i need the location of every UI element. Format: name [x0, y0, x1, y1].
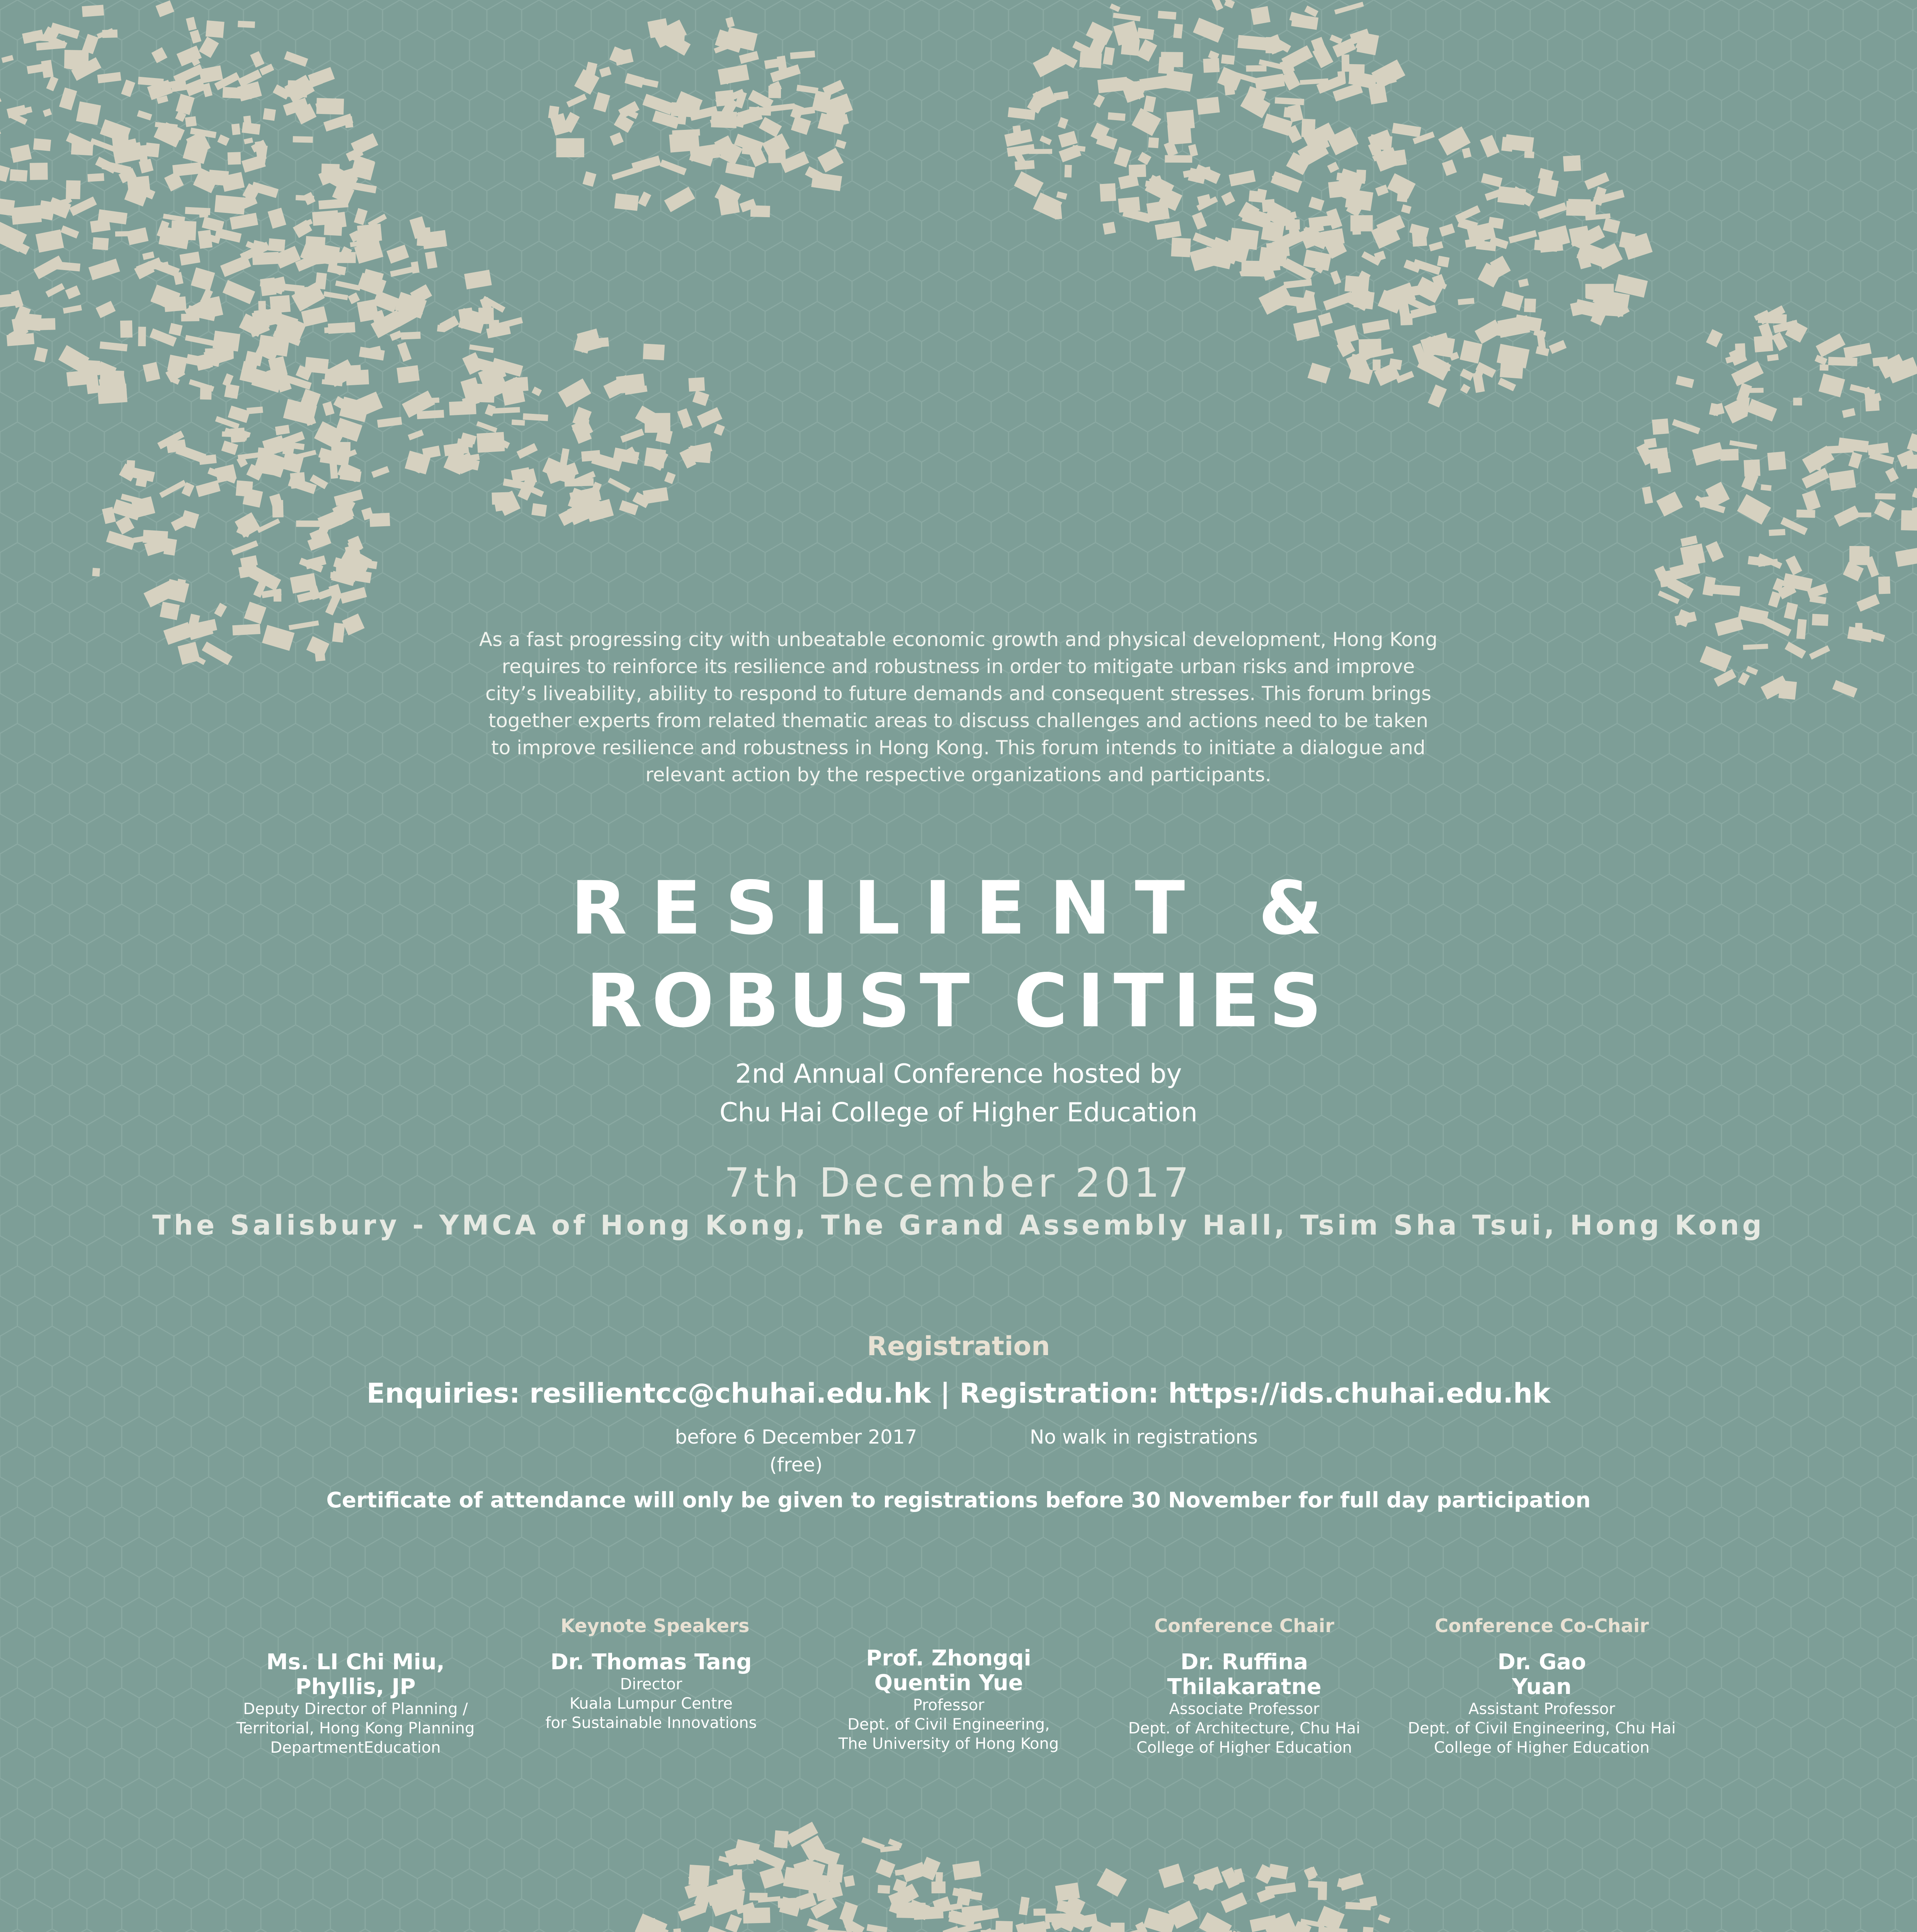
- map-building: [252, 252, 279, 265]
- map-building: [1345, 1902, 1371, 1910]
- map-building: [1566, 201, 1596, 216]
- map-building: [1118, 197, 1140, 213]
- speaker-affiliation: The University of Hong Kong: [838, 1735, 1059, 1753]
- map-building: [293, 136, 313, 143]
- conference-cochair-heading: Conference Co-Chair: [1435, 1615, 1649, 1637]
- map-building: [1251, 6, 1271, 25]
- map-building: [643, 344, 665, 360]
- speaker-title: Director: [620, 1675, 682, 1693]
- map-building: [1318, 1884, 1327, 1900]
- map-building: [242, 122, 261, 135]
- event-venue: The Salisbury - YMCA of Hong Kong, The Grand Assembly Hall, Tsim Sha Tsui, Hong Kong: [152, 1209, 1765, 1241]
- map-building: [92, 568, 100, 577]
- subtitle-line-1: 2nd Annual Conference hosted by: [735, 1059, 1182, 1089]
- map-building: [1720, 449, 1739, 461]
- map-building: [1171, 238, 1191, 257]
- map-building: [66, 180, 80, 199]
- walk-in-note: No walk in registrations: [1029, 1426, 1258, 1448]
- map-building: [1165, 155, 1192, 163]
- map-building: [1368, 82, 1387, 104]
- map-building: [171, 220, 196, 240]
- map-building: [1360, 193, 1371, 204]
- speaker-affiliation: Dept. of Architecture, Chu Hai: [1128, 1719, 1361, 1737]
- map-building: [1197, 97, 1220, 114]
- map-building: [1356, 170, 1366, 181]
- map-building: [332, 622, 345, 643]
- map-building: [115, 231, 144, 236]
- map-building: [224, 384, 239, 399]
- map-building: [736, 1852, 754, 1866]
- map-building: [1652, 418, 1669, 435]
- map-building: [1261, 221, 1284, 243]
- title-line-2: ROBUST CITIES: [586, 958, 1331, 1044]
- map-building: [1659, 570, 1674, 587]
- map-building: [1289, 226, 1298, 239]
- map-building: [330, 462, 338, 479]
- map-building: [645, 413, 670, 433]
- map-building: [263, 108, 276, 121]
- map-building: [492, 492, 510, 505]
- map-building: [66, 53, 86, 71]
- speaker-affiliation: Kuala Lumpur Centre: [570, 1695, 733, 1713]
- map-building: [844, 1875, 855, 1887]
- map-building: [87, 173, 104, 182]
- map-building: [11, 205, 42, 225]
- map-building: [1354, 290, 1375, 310]
- map-building: [437, 325, 445, 332]
- map-building: [931, 1881, 946, 1893]
- map-building: [1524, 298, 1536, 312]
- map-building: [1203, 58, 1220, 73]
- map-building: [85, 373, 100, 394]
- speaker-card: [1407, 1650, 1677, 1757]
- map-building: [1796, 619, 1807, 639]
- map-building: [1500, 360, 1524, 379]
- map-building: [1569, 226, 1590, 247]
- map-building: [672, 129, 700, 137]
- map-building: [647, 18, 669, 38]
- map-building: [1352, 223, 1361, 235]
- map-building: [1065, 165, 1072, 177]
- map-building: [1829, 470, 1856, 491]
- map-building: [1769, 529, 1785, 536]
- map-building: [1103, 222, 1116, 235]
- map-building: [1121, 38, 1140, 56]
- map-building: [170, 79, 187, 92]
- map-building: [1167, 124, 1192, 145]
- map-building: [718, 192, 740, 215]
- map-building: [1246, 65, 1267, 72]
- map-building: [356, 238, 379, 253]
- map-building: [1778, 680, 1797, 700]
- map-building: [1400, 313, 1413, 325]
- map-building: [1539, 234, 1563, 253]
- map-building: [936, 1872, 943, 1883]
- map-building: [1437, 256, 1449, 267]
- map-building: [1849, 546, 1869, 565]
- keynote-speakers-heading: Keynote Speakers: [560, 1615, 750, 1637]
- map-building: [185, 116, 197, 127]
- map-building: [556, 138, 584, 158]
- map-building: [995, 1921, 1013, 1932]
- map-building: [614, 193, 639, 211]
- speaker-card: [813, 1646, 1084, 1753]
- map-building: [324, 327, 336, 333]
- map-building: [1754, 335, 1773, 352]
- map-building: [274, 589, 281, 602]
- speaker-name: Ms. LI Chi Miu,: [266, 1650, 445, 1675]
- map-building: [92, 237, 109, 250]
- map-building: [337, 252, 356, 263]
- map-building: [1875, 493, 1895, 500]
- map-building: [346, 370, 369, 386]
- title-line-1: RESILIENT &: [570, 866, 1347, 951]
- speaker-affiliation: Territorial, Hong Kong Planning: [236, 1719, 475, 1737]
- map-building: [1735, 343, 1746, 359]
- map-building: [369, 513, 390, 527]
- speaker-name: Quentin Yue: [874, 1670, 1023, 1696]
- speaker-name: Yuan: [1512, 1674, 1572, 1699]
- map-building: [167, 355, 187, 374]
- map-building: [1173, 24, 1183, 38]
- map-building: [1873, 357, 1889, 367]
- map-building: [1812, 614, 1829, 626]
- speaker-affiliation: DepartmentEducation: [270, 1739, 441, 1757]
- map-building: [1230, 228, 1259, 250]
- map-building: [228, 152, 241, 165]
- speaker-affiliation: College of Higher Education: [1434, 1739, 1650, 1757]
- map-building: [1793, 398, 1802, 405]
- map-building: [1767, 451, 1786, 471]
- registration-deadline: before 6 December 2017: [675, 1426, 917, 1448]
- map-building: [314, 641, 325, 662]
- map-building: [768, 86, 781, 98]
- map-building: [206, 20, 225, 38]
- speaker-name: Dr. Thomas Tang: [550, 1650, 752, 1675]
- speaker-name: Prof. Zhongqi: [866, 1646, 1031, 1671]
- map-building: [1161, 52, 1183, 67]
- map-building: [948, 1912, 958, 1919]
- speaker-card: [220, 1650, 491, 1757]
- map-building: [1262, 199, 1275, 212]
- speaker-title: Associate Professor: [1169, 1700, 1320, 1718]
- map-building: [1266, 241, 1290, 258]
- map-building: [774, 1830, 789, 1848]
- map-building: [82, 5, 104, 17]
- speaker-affiliation: Dept. of Civil Engineering, Chu Hai: [1408, 1719, 1676, 1737]
- map-building: [145, 143, 160, 158]
- map-building: [1370, 134, 1392, 151]
- map-building: [396, 365, 419, 383]
- map-building: [689, 377, 705, 391]
- map-building: [296, 520, 325, 527]
- map-building: [449, 401, 476, 415]
- registration-fee: (free): [769, 1454, 823, 1476]
- map-building: [181, 313, 199, 321]
- event-date: 7th December 2017: [724, 1159, 1193, 1206]
- map-building: [616, 374, 645, 394]
- intro-paragraph: As a fast progressing city with unbeatable economic growth and physical development, Hong Kong requires to reinforce its resilience and robustness in order to mitigate urban risks and improve city’s liveability, ability to respond to future demands and consequent stresses. This forum brings together experts from related thematic areas to discuss challenges and actions need to be taken to improve resilience and robustness in Hong Kong. This forum intends to initiate a dialogue and relevant action by the respective organizations and participants.: [479, 628, 1438, 786]
- map-building: [1356, 32, 1379, 55]
- map-building: [531, 503, 547, 517]
- map-building: [475, 384, 495, 403]
- map-building: [1148, 137, 1159, 148]
- map-building: [1301, 119, 1316, 138]
- map-building: [1357, 361, 1366, 367]
- map-building: [236, 480, 253, 497]
- map-building: [1224, 82, 1235, 95]
- map-building: [643, 1918, 656, 1932]
- map-building: [1761, 484, 1771, 491]
- map-building: [1100, 183, 1116, 202]
- map-building: [1389, 358, 1402, 370]
- enquiries-line: Enquiries: resilientcc@chuhai.edu.hk | Registration: https://ids.chuhai.edu.hk: [366, 1378, 1551, 1409]
- map-building: [1828, 357, 1857, 366]
- map-building: [290, 472, 305, 489]
- map-building: [1221, 54, 1235, 65]
- map-building: [1563, 155, 1581, 172]
- speaker-affiliation: College of Higher Education: [1136, 1739, 1352, 1757]
- speaker-affiliation: Dept. of Civil Engineering,: [847, 1716, 1050, 1733]
- map-building: [1373, 359, 1380, 371]
- map-building: [30, 163, 48, 180]
- map-building: [1237, 35, 1268, 51]
- registration-heading: Registration: [867, 1331, 1050, 1362]
- map-building: [1393, 150, 1407, 166]
- map-building: [1284, 107, 1293, 118]
- map-building: [1158, 11, 1176, 20]
- speaker-title: Assistant Professor: [1468, 1700, 1615, 1718]
- speaker-name: Phyllis, JP: [295, 1674, 416, 1699]
- speaker-name: Thilakaratne: [1167, 1674, 1322, 1699]
- map-building: [238, 21, 255, 28]
- map-building: [1033, 1908, 1046, 1916]
- map-building: [1878, 577, 1891, 594]
- speaker-card: [516, 1650, 786, 1733]
- map-building: [1146, 201, 1170, 222]
- map-building: [1796, 510, 1815, 518]
- map-building: [512, 420, 525, 426]
- map-building: [33, 138, 51, 151]
- conference-chair-heading: Conference Chair: [1154, 1615, 1334, 1637]
- map-building: [878, 1885, 890, 1894]
- map-building: [160, 602, 180, 620]
- map-building: [1108, 112, 1126, 121]
- map-building: [213, 331, 240, 352]
- map-building: [231, 124, 240, 135]
- map-building: [120, 320, 133, 338]
- subtitle-line-2: Chu Hai College of Higher Education: [719, 1097, 1198, 1128]
- map-building: [417, 233, 429, 247]
- speaker-name: Dr. Gao: [1497, 1650, 1586, 1675]
- map-building: [268, 238, 285, 252]
- map-building: [401, 332, 420, 340]
- map-building: [565, 478, 594, 486]
- map-building: [743, 1907, 771, 1923]
- map-building: [232, 624, 260, 636]
- map-building: [1412, 231, 1427, 247]
- speaker-name: Dr. Ruffina: [1180, 1650, 1308, 1675]
- map-building: [198, 230, 213, 249]
- speaker-title: Professor: [913, 1696, 985, 1714]
- map-building: [1349, 64, 1365, 82]
- map-building: [10, 169, 27, 182]
- certificate-note: Certificate of attendance will only be given to registrations before 30 November for full day participation: [326, 1488, 1591, 1512]
- map-building: [961, 1905, 983, 1918]
- speaker-card: [1109, 1650, 1379, 1757]
- map-building: [258, 301, 266, 310]
- speaker-affiliation: for Sustainable Innovations: [545, 1714, 757, 1732]
- map-building: [1362, 1927, 1373, 1932]
- map-building: [1029, 149, 1052, 154]
- speaker-title: Deputy Director of Planning /: [243, 1700, 468, 1718]
- map-building: [1524, 151, 1534, 158]
- map-building: [76, 101, 101, 125]
- map-building: [1820, 364, 1829, 371]
- map-building: [138, 327, 146, 347]
- map-building: [185, 207, 211, 215]
